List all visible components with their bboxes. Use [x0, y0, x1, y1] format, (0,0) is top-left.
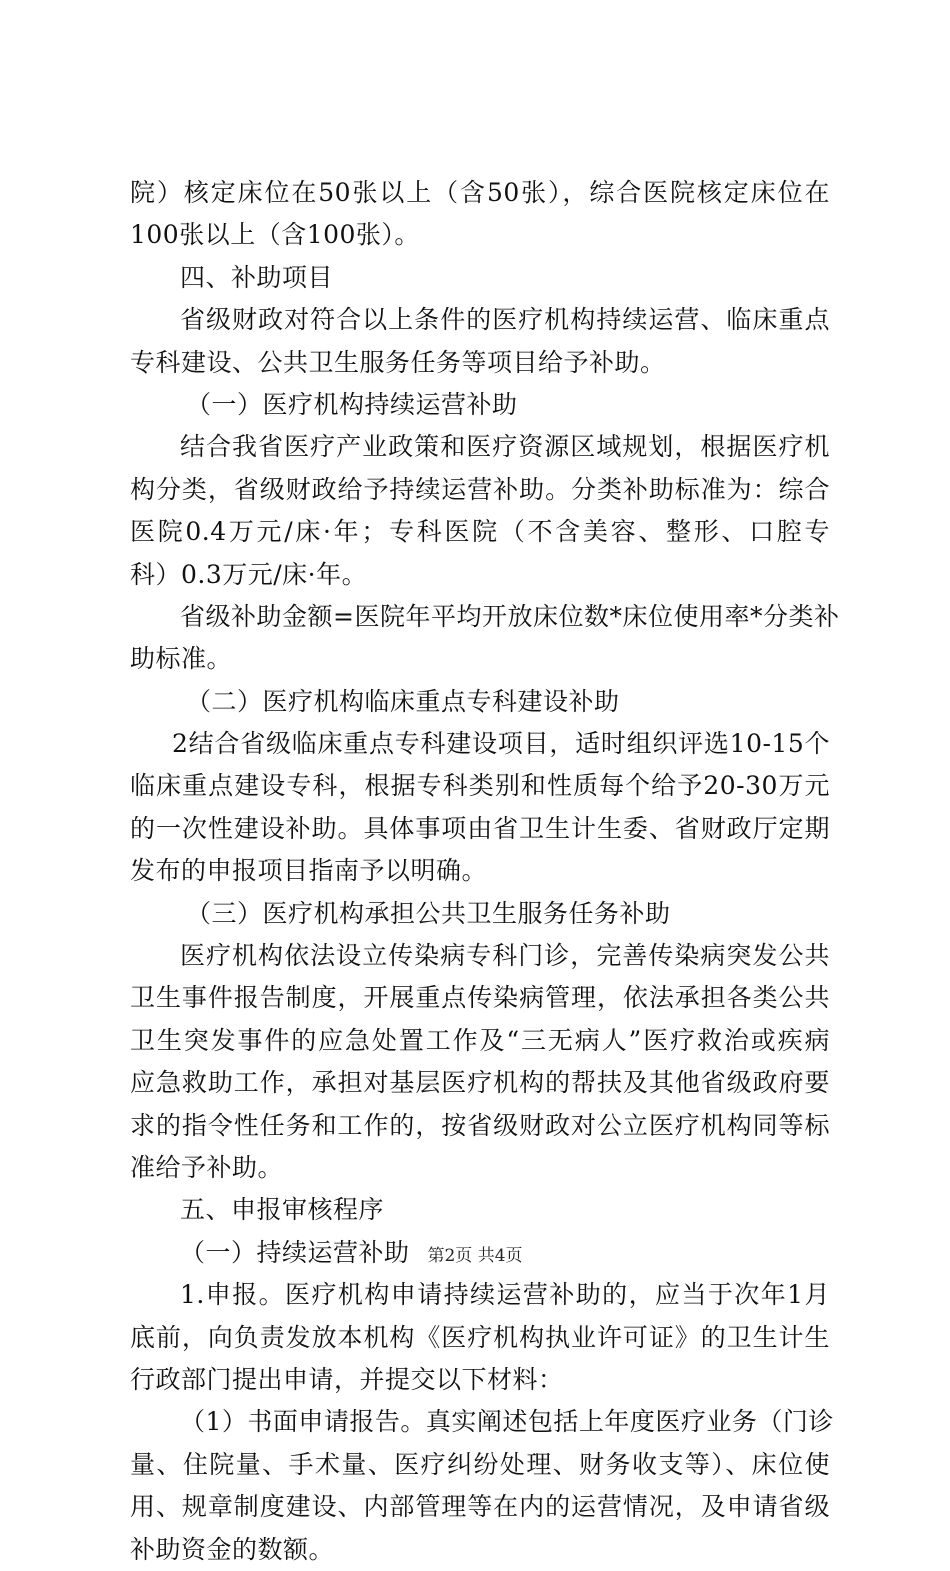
paragraph-line: 准给予补助。 [130, 1152, 284, 1182]
paragraph-line: 卫生突发事件的应急处置工作及“三无病人”医疗救治或疾病 [130, 1025, 830, 1055]
subsection-heading: （一）持续运营补助 [180, 1237, 410, 1267]
subsection-heading: （三）医疗机构承担公共卫生服务任务补助 [186, 898, 671, 928]
paragraph-line: 医院0.4万元/床·年；专科医院（不含美容、整形、口腔专 [130, 517, 830, 547]
paragraph-line: 科）0.3万元/床·年。 [130, 559, 368, 589]
section-heading: 五、申报审核程序 [180, 1195, 385, 1225]
subsection-heading: （二）医疗机构临床重点专科建设补助 [186, 686, 620, 716]
paragraph-line: 助标准。 [130, 644, 233, 674]
paragraph-line: 结合我省医疗产业政策和医疗资源区域规划，根据医疗机 [180, 432, 830, 462]
section-heading: 四、补助项目 [180, 262, 334, 292]
paragraph-line: 专科建设、公共卫生服务任务等项目给予补助。 [130, 347, 666, 377]
paragraph-line: 省级财政对符合以上条件的医疗机构持续运营、临床重点 [180, 305, 830, 335]
paragraph-line: 用、规章制度建设、内部管理等在内的运营情况，及申请省级 [130, 1492, 830, 1522]
paragraph-line: 求的指令性任务和工作的，按省级财政对公立医疗机构同等标 [130, 1110, 830, 1140]
paragraph-line: （1）书面申请报告。真实阐述包括上年度医疗业务（门诊 [180, 1407, 834, 1437]
paragraph-line: 应急救助工作，承担对基层医疗机构的帮扶及其他省级政府要 [130, 1068, 830, 1098]
paragraph-line: 省级补助金额=医院年平均开放床位数*床位使用率*分类补 [180, 601, 840, 631]
paragraph-line: 补助资金的数额。 [130, 1534, 335, 1564]
paragraph-line: 医疗机构依法设立传染病专科门诊，完善传染病突发公共 [180, 941, 830, 971]
paragraph-line: 临床重点建设专科，根据专科类别和性质每个给予20-30万元 [130, 771, 830, 801]
paragraph-line: 100张以上（含100张）。 [130, 220, 420, 250]
page-number-footer: 第2页 共4页 [427, 1246, 523, 1266]
paragraph-line: 2结合省级临床重点专科建设项目，适时组织评选10-15个 [172, 729, 830, 759]
paragraph-line: 量、住院量、手术量、医疗纠纷处理、财务收支等）、床位使 [130, 1449, 830, 1479]
document-body [130, 172, 840, 1571]
paragraph-line: 的一次性建设补助。具体事项由省卫生计生委、省财政厅定期 [130, 813, 830, 843]
paragraph-line: 行政部门提出申请，并提交以下材料： [130, 1364, 564, 1394]
paragraph-line: 构分类，省级财政给予持续运营补助。分类补助标准为：综合 [130, 474, 830, 504]
paragraph-line: 发布的申报项目指南予以明确。 [130, 856, 488, 886]
paragraph-line: 底前，向负责发放本机构《医疗机构执业许可证》的卫生计生 [130, 1322, 830, 1352]
paragraph-line: 卫生事件报告制度，开展重点传染病管理，依法承担各类公共 [130, 983, 830, 1013]
subsection-heading: （一）医疗机构持续运营补助 [186, 389, 518, 419]
paragraph-line: 1.申报。医疗机构申请持续运营补助的，应当于次年1月 [180, 1280, 830, 1310]
paragraph-line: 院）核定床位在50张以上（含50张），综合医院核定床位在 [130, 178, 830, 207]
